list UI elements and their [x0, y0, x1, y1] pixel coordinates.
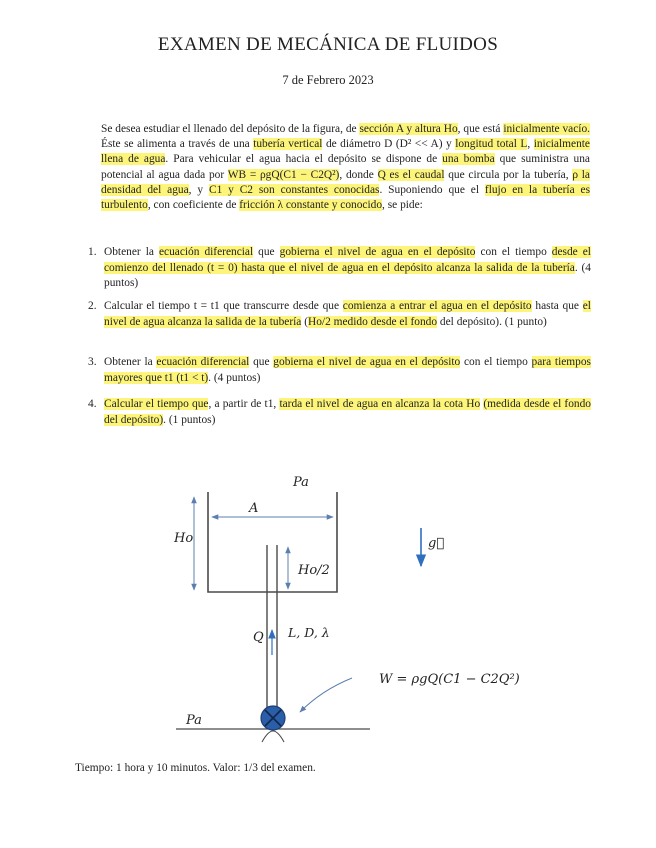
ho2-label: Ho/2 [298, 563, 330, 578]
highlighted-text: Q es el caudal [377, 168, 445, 181]
exam-footer: Tiempo: 1 hora y 10 minutos. Valor: 1/3 del examen. [75, 762, 316, 774]
pa-top-label: Pa [293, 475, 309, 490]
highlighted-text: gobierna el nivel de agua en el depósito [273, 356, 461, 368]
question-1: 1. Obtener la ecuación diferencial que gobierna el nivel de agua en el depósito con el tiempo desde el comienzo del llenado (t = 0) hasta que el nivel de agua en el depósito alcanza la salida de la tubería. (4 puntos) [88, 246, 591, 289]
highlighted-text: desde el comienzo del llenado (t = 0) hasta que el nivel de agua en el depósito alcanza la salida de la tubería [104, 246, 591, 274]
highlighted-text: (medida desde el fondo del depósito) [104, 398, 591, 426]
highlighted-text: fricción λ constante y conocido [239, 199, 383, 212]
highlighted-text: Ho/2 medido desde el fondo [308, 315, 438, 328]
question-4: 4. Calcular el tiempo que, a partir de t1, tarda el nivel de agua en alcanza la cota Ho (medida desde el fondo del depósito). (1 puntos) [88, 398, 591, 426]
pa-bottom-label: Pa [186, 713, 202, 728]
highlighted-text: comienza a entrar el agua en el depósito [342, 300, 532, 312]
g-label: g⃗ [428, 536, 445, 551]
exam-date: 7 de Febrero 2023 [282, 73, 374, 87]
pump-pointer [300, 678, 352, 712]
pump-power-label: W = ρgQ(C1 − C2Q²) [379, 672, 520, 687]
ldl-label: L, D, λ [288, 625, 330, 640]
highlighted-text: C1 y C2 son constantes conocidas [208, 183, 380, 196]
highlighted-text: ecuación diferencial [156, 356, 250, 368]
ho-label: Ho [174, 531, 194, 546]
pump-inlet [262, 731, 284, 742]
a-label: A [249, 501, 259, 516]
highlighted-text: para tiempos mayores que t1 (t1 < t) [104, 356, 591, 384]
highlighted-text: una bomba [442, 153, 495, 166]
highlighted-text: inicialmente vacío. [503, 123, 591, 135]
q-label: Q [253, 630, 264, 645]
highlighted-text: gobierna el nivel de agua en el depósito [279, 246, 476, 258]
exam-title: EXAMEN DE MECÁNICA DE FLUIDOS [157, 34, 499, 55]
highlighted-text: el nivel de agua alcanza la salida de la tubería [104, 300, 591, 328]
highlighted-text: tarda el nivel de agua en alcanza la cota Ho [279, 398, 481, 410]
highlighted-text: WB = ρgQ(C1 − C2Q²) [227, 168, 340, 181]
question-3: 3. Obtener la ecuación diferencial que gobierna el nivel de agua en el depósito con el tiempo para tiempos mayores que t1 (t1 < t). (4 puntos) [88, 356, 591, 384]
highlighted-text: tubería vertical [253, 138, 323, 151]
highlighted-text: Calcular el tiempo que [104, 398, 209, 410]
highlighted-text: sección A y altura Ho [359, 123, 458, 135]
question-2: 2. Calcular el tiempo t = t1 que transcurre desde que comienza a entrar el agua en el depósito hasta que el nivel de agua alcanza la salida de la tubería (Ho/2 medido desde el fondo del depósito). (1 punto) [88, 300, 591, 328]
highlighted-text: ecuación diferencial [158, 246, 254, 258]
problem-statement: Se desea estudiar el llenado del depósito de la figura, de sección A y altura Ho, que está inicialmente vacío. Éste se alimenta a través de una tubería vertical de diámetro D (D² << A) y longitud total L, inicialmente llena de agua. Para vehicular el agua hacia el depósito se dispone de una bomba que suministra una potencial al agua dada por WB = ρgQ(C1 − C2Q²), donde Q es el caudal que circula por la tubería, ρ la densidad del agua, y C1 y C2 son constantes conocidas. Suponiendo que el flujo en la tubería es turbulento, con coeficiente de fricción λ constante y conocido, se pide: [101, 123, 591, 212]
highlighted-text: ρ la densidad del agua [101, 168, 590, 196]
highlighted-text: flujo en la tubería es turbulento [101, 183, 591, 212]
highlighted-text: longitud total L [455, 138, 528, 151]
highlighted-text: inicialmente llena de agua [101, 138, 590, 166]
